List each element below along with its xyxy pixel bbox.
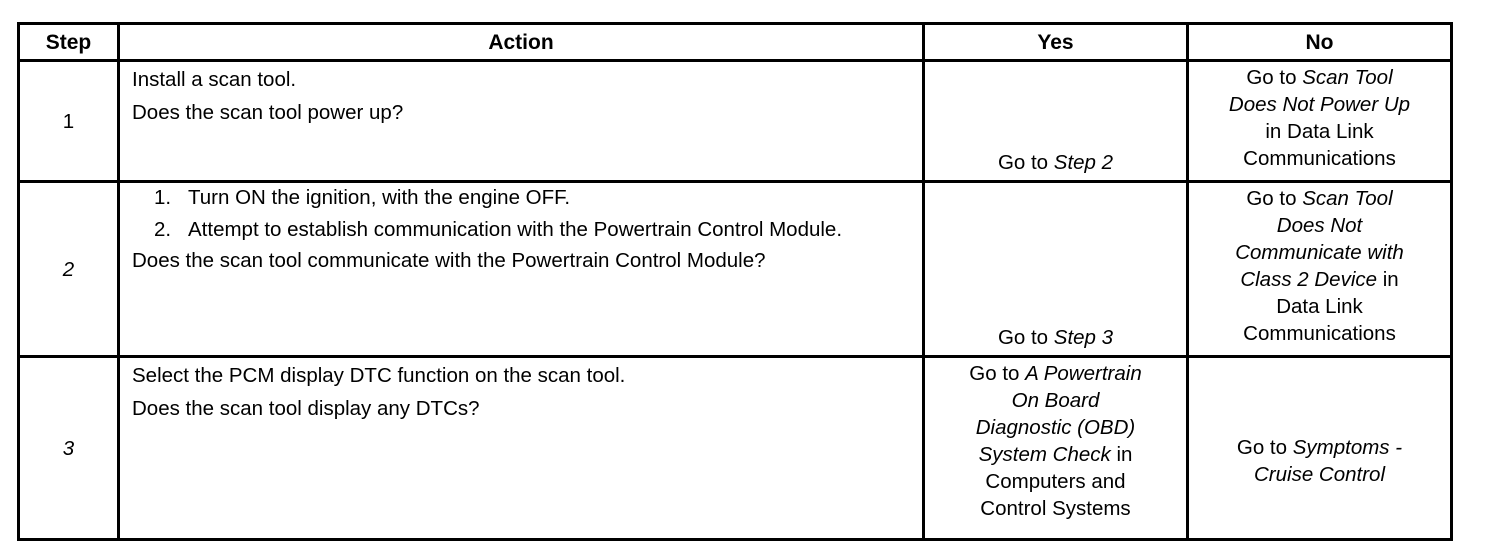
no-line: Go to Symptoms - [1236, 436, 1403, 459]
action-question: Does the scan tool display any DTCs? [132, 397, 480, 420]
action-step-text: Turn ON the ignition, with the engine OFF. [188, 186, 571, 209]
yes-prefix: Go to [997, 151, 1054, 174]
no-line [1195, 212, 1444, 239]
header-no: No [1188, 24, 1452, 61]
no-cell [1188, 182, 1452, 357]
step-number: 3 [19, 357, 119, 540]
action-step-item [154, 185, 910, 211]
no-link[interactable]: Cruise Control [1253, 463, 1386, 486]
table-row [19, 61, 1452, 182]
no-line [1195, 91, 1444, 118]
no-line: Go to Scan Tool [1246, 66, 1393, 89]
header-step: Step [19, 24, 119, 61]
step-number: 2 [19, 182, 119, 357]
no-link[interactable]: Communicate with [1235, 241, 1404, 264]
header-yes: Yes [924, 24, 1188, 61]
action-step-text: Attempt to establish communication with the Powertrain Control Module. [188, 218, 843, 241]
no-line: in Data Link [1265, 120, 1374, 143]
no-link[interactable]: Symptoms - [1292, 436, 1403, 459]
no-line: Communications [1243, 322, 1396, 345]
action-cell [119, 182, 924, 357]
yes-line [931, 414, 1180, 441]
no-line [1195, 461, 1444, 488]
action-instruction: Install a scan tool. [132, 68, 297, 91]
yes-link[interactable]: A Powertrain [1025, 362, 1142, 385]
yes-line [931, 387, 1180, 414]
table-row [19, 182, 1452, 357]
diagnostic-table [17, 22, 1453, 541]
action-instruction: Select the PCM display DTC function on the scan tool. [132, 364, 626, 387]
yes-line: Control Systems [980, 497, 1131, 520]
yes-link[interactable]: On Board [1011, 389, 1100, 412]
no-link[interactable]: Scan Tool [1302, 66, 1393, 89]
step-number: 1 [19, 61, 119, 182]
action-question: Does the scan tool communicate with the Powertrain Control Module? [132, 249, 766, 272]
yes-line: Go to A Powertrain [969, 362, 1142, 385]
yes-link[interactable]: Diagnostic (OBD) [975, 416, 1136, 439]
header-row [19, 24, 1452, 61]
no-cell [1188, 357, 1452, 540]
no-link[interactable]: Scan Tool [1302, 187, 1393, 210]
table-row [19, 357, 1452, 540]
yes-link[interactable]: Step 3 [1053, 326, 1114, 349]
yes-prefix: Go to [997, 326, 1054, 349]
no-line: Class 2 Device in [1240, 268, 1399, 291]
no-line [1195, 239, 1444, 266]
yes-cell [924, 61, 1188, 182]
no-cell [1188, 61, 1452, 182]
action-step-number: 1. [154, 186, 172, 209]
header-action: Action [119, 24, 924, 61]
action-cell [119, 357, 924, 540]
yes-link[interactable]: Step 2 [1053, 151, 1114, 174]
action-cell [119, 61, 924, 182]
yes-line: Computers and [985, 470, 1126, 493]
yes-link[interactable]: System Check [978, 443, 1111, 466]
no-link[interactable]: Class 2 Device [1240, 268, 1378, 291]
yes-line: System Check in [978, 443, 1133, 466]
no-line: Data Link [1276, 295, 1363, 318]
action-question: Does the scan tool power up? [132, 101, 404, 124]
action-step-number: 2. [154, 218, 172, 241]
action-step-item [154, 217, 910, 243]
no-line: Communications [1243, 147, 1396, 170]
no-line: Go to Scan Tool [1246, 187, 1393, 210]
no-link[interactable]: Does Not [1276, 214, 1363, 237]
no-link[interactable]: Does Not Power Up [1228, 93, 1411, 116]
yes-cell [924, 182, 1188, 357]
yes-cell [924, 357, 1188, 540]
action-steps-list [132, 185, 910, 243]
